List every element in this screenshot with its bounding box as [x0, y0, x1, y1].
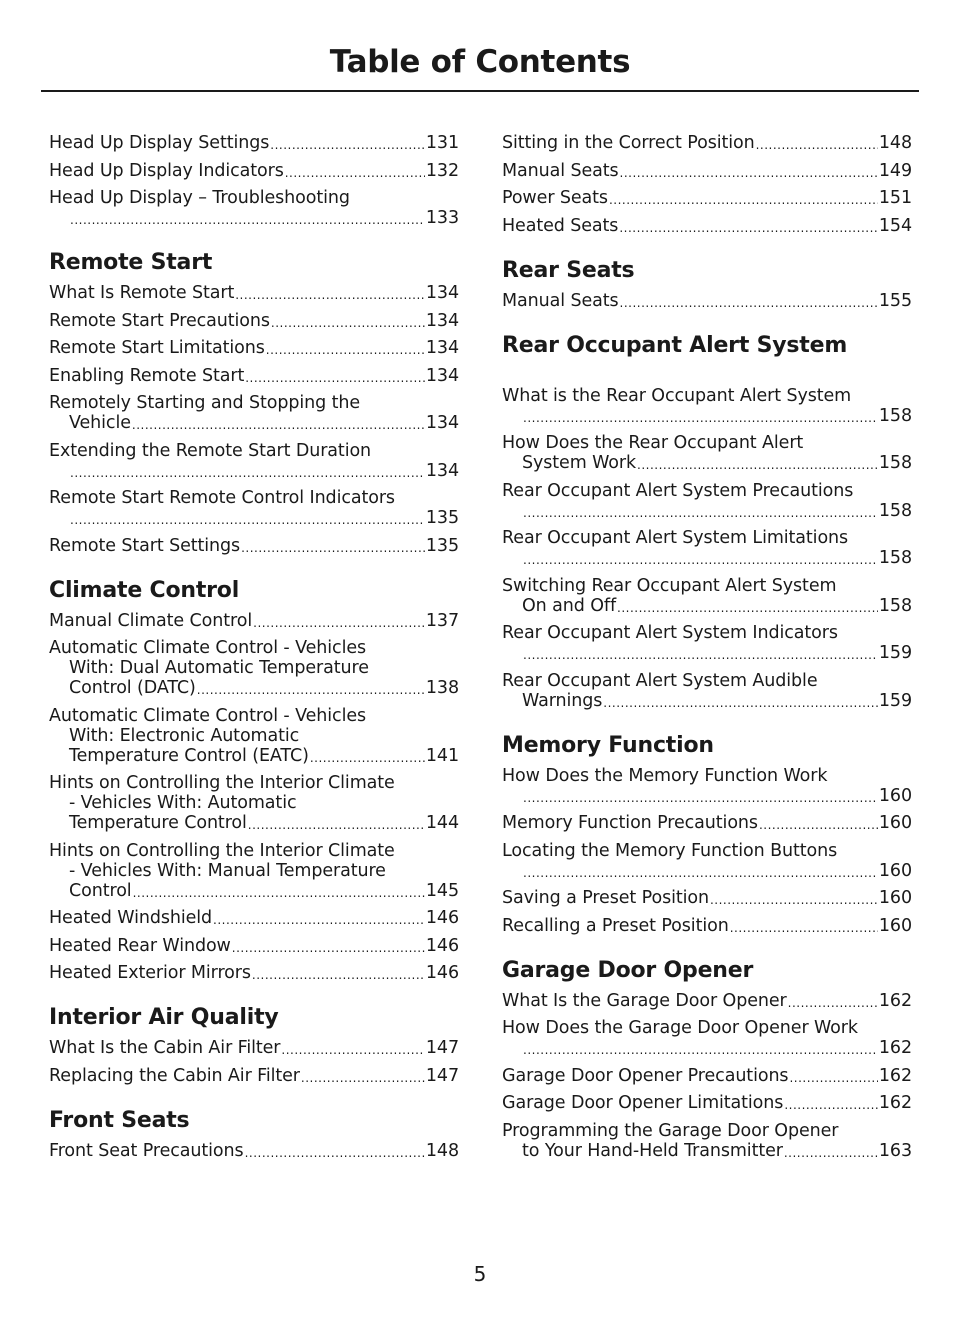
toc-entry-title: With: Dual Automatic Temperature: [69, 658, 369, 678]
toc-left-column: [49, 133, 459, 1168]
toc-entry-title: What Is the Cabin Air Filter: [49, 1038, 281, 1058]
toc-entry-page: 160: [878, 785, 912, 806]
dot-leader: [241, 540, 425, 556]
toc-entry-page: 149: [878, 160, 912, 181]
toc-entry-line: [49, 311, 459, 331]
dot-leader: [270, 137, 425, 153]
toc-entry[interactable]: [502, 841, 912, 881]
toc-entry-line: [502, 576, 912, 596]
toc-entry-page: 159: [878, 643, 912, 663]
toc-entry-title: System Work: [522, 453, 637, 473]
toc-entry-line: [502, 291, 912, 311]
toc-entry-title: Programming the Garage Door Opener: [502, 1120, 839, 1141]
toc-entry-line: [49, 658, 459, 678]
toc-entry[interactable]: [502, 1018, 912, 1058]
toc-entry-page: 162: [878, 1038, 912, 1058]
dot-leader: [70, 512, 425, 528]
title-divider: [41, 90, 919, 92]
toc-entry-line: [502, 813, 912, 833]
toc-entry-line: [49, 773, 459, 793]
dot-leader: [132, 417, 425, 433]
toc-entry-page: 133: [425, 208, 459, 228]
toc-entry[interactable]: [49, 841, 459, 901]
toc-entry-line: [49, 611, 459, 631]
toc-entry-line: [502, 1066, 912, 1086]
dot-leader: [759, 817, 878, 833]
toc-entry-page: 134: [425, 283, 459, 303]
section-heading-memory-function: Memory Function: [502, 732, 714, 758]
toc-entry-page: 134: [425, 413, 459, 433]
toc-entry-page: 160: [878, 888, 912, 908]
toc-entry[interactable]: [502, 188, 912, 208]
toc-entry-line: [49, 188, 459, 208]
toc-entry-title: Manual Climate Control: [49, 610, 253, 631]
toc-entry-page: 134: [425, 365, 459, 386]
toc-entry-title: Remote Start Limitations: [49, 338, 265, 358]
toc-entry-title: Heated Exterior Mirrors: [49, 963, 251, 983]
toc-entry-title: Hints on Controlling the Interior Climate: [49, 840, 395, 861]
toc-entry-title: Heated Rear Window: [49, 935, 231, 956]
toc-entry-title: Control: [69, 880, 132, 901]
dot-leader: [609, 192, 878, 208]
toc-entry-title: Replacing the Cabin Air Filter: [49, 1065, 300, 1086]
toc-entry-line: [502, 406, 912, 426]
toc-entry-line: [49, 793, 459, 813]
toc-entry[interactable]: [49, 366, 459, 386]
toc-entry-line: [502, 161, 912, 181]
toc-entry-title: Head Up Display Indicators: [49, 160, 284, 181]
toc-entry-line: [49, 508, 459, 528]
dot-leader: [756, 137, 878, 153]
toc-entry[interactable]: [49, 611, 459, 631]
toc-entry-title: Vehicle: [69, 413, 131, 433]
dot-leader: [730, 920, 878, 936]
toc-entry-page: 158: [878, 500, 912, 521]
toc-entry-line: [49, 133, 459, 153]
section-heading-garage-door-opener: Garage Door Opener: [502, 957, 754, 983]
toc-entry-page: 158: [878, 548, 912, 568]
toc-entry[interactable]: [49, 536, 459, 556]
dot-leader: [248, 817, 425, 833]
toc-entry-page: 147: [425, 1038, 459, 1058]
dot-leader: [213, 912, 425, 928]
toc-entry-page: 135: [425, 535, 459, 556]
toc-entry-line: [502, 841, 912, 861]
toc-entry-title: Saving a Preset Position: [502, 888, 709, 908]
toc-entry[interactable]: [502, 916, 912, 936]
page-title: Table of Contents: [329, 44, 631, 80]
toc-entry[interactable]: [49, 311, 459, 331]
toc-entry[interactable]: [502, 623, 912, 663]
toc-entry-line: [502, 1018, 912, 1038]
section-heading-front-seats: Front Seats: [49, 1107, 190, 1133]
toc-entry-title: Rear Occupant Alert System Precautions: [502, 480, 854, 501]
toc-entry-title: Recalling a Preset Position: [502, 915, 729, 936]
dot-leader: [253, 615, 425, 631]
dot-leader: [245, 1145, 425, 1161]
page-number: 5: [473, 1262, 487, 1286]
toc-entry-line: [502, 766, 912, 786]
toc-entry-title: Garage Door Opener Limitations: [502, 1093, 784, 1113]
dot-leader: [784, 1145, 878, 1161]
toc-entry-page: 135: [425, 508, 459, 528]
toc-entry-line: [49, 208, 459, 228]
toc-entry[interactable]: [49, 1038, 459, 1058]
toc-entry[interactable]: [49, 1066, 459, 1086]
dot-leader: [620, 295, 878, 311]
section-heading-climate-control: Climate Control: [49, 577, 240, 603]
toc-entry-line: [502, 188, 912, 208]
toc-entry-title: Temperature Control (EATC): [69, 745, 309, 766]
toc-entry-line: [502, 501, 912, 521]
toc-entry-page: 155: [878, 290, 912, 311]
toc-entry[interactable]: [502, 813, 912, 833]
toc-entry[interactable]: [49, 963, 459, 983]
toc-entry-line: [49, 283, 459, 303]
toc-entry[interactable]: [502, 1066, 912, 1086]
dot-leader: [70, 212, 425, 228]
toc-entry-line: [49, 746, 459, 766]
toc-entry-line: [49, 161, 459, 181]
toc-entry-title: Garage Door Opener Precautions: [502, 1065, 789, 1086]
toc-entry-title: Memory Function Precautions: [502, 813, 758, 833]
toc-entry-page: 162: [878, 990, 912, 1011]
toc-entry-line: [49, 963, 459, 983]
toc-entry-page: 146: [425, 908, 459, 928]
toc-entry[interactable]: [49, 1141, 459, 1161]
toc-entry-page: 163: [878, 1140, 912, 1161]
dot-leader: [281, 1042, 425, 1058]
toc-entry-title: Manual Seats: [502, 160, 619, 181]
toc-entry-line: [49, 638, 459, 658]
toc-entry-title: Power Seats: [502, 188, 608, 208]
toc-entry-title: Rear Occupant Alert System Limitations: [502, 528, 849, 548]
toc-entry-title: How Does the Garage Door Opener Work: [502, 1018, 858, 1038]
dot-leader: [310, 750, 425, 766]
toc-entry[interactable]: [502, 481, 912, 521]
toc-entry[interactable]: [502, 1121, 912, 1161]
toc-entry-title: Warnings: [522, 690, 603, 711]
dot-leader: [523, 552, 878, 568]
toc-entry-line: [502, 623, 912, 643]
toc-entry-line: [502, 1093, 912, 1113]
toc-entry-page: 162: [878, 1093, 912, 1113]
toc-entry[interactable]: [502, 671, 912, 711]
toc-entry-page: 134: [425, 310, 459, 331]
toc-entry-line: [49, 1066, 459, 1086]
toc-entry-line: [49, 393, 459, 413]
toc-entry-page: 137: [425, 610, 459, 631]
toc-entry-page: 160: [878, 813, 912, 833]
toc-entry-title: Manual Seats: [502, 290, 619, 311]
toc-entry-page: 146: [425, 963, 459, 983]
toc-entry-title: What Is the Garage Door Opener: [502, 990, 787, 1011]
toc-entry[interactable]: [502, 216, 912, 236]
toc-entry[interactable]: [49, 161, 459, 181]
toc-entry[interactable]: [502, 161, 912, 181]
toc-entry-page: 158: [878, 405, 912, 426]
toc-entry-line: [502, 433, 912, 453]
toc-entry-title: Remote Start Remote Control Indicators: [49, 488, 395, 508]
toc-entry-line: [49, 461, 459, 481]
toc-right-column: [502, 133, 912, 1168]
toc-entry-line: [49, 413, 459, 433]
toc-entry-page: 160: [878, 860, 912, 881]
toc-entry-line: [502, 916, 912, 936]
dot-leader: [603, 695, 878, 711]
dot-leader: [523, 647, 878, 663]
toc-entry-title: Remote Start Precautions: [49, 310, 270, 331]
dot-leader: [266, 342, 425, 358]
toc-entry-page: 151: [878, 188, 912, 208]
dot-leader: [232, 940, 425, 956]
toc-entry-title: Enabling Remote Start: [49, 365, 245, 386]
toc-entry-title: Sitting in the Correct Position: [502, 133, 755, 153]
toc-entry-line: [502, 888, 912, 908]
toc-entry-line: [502, 216, 912, 236]
dot-leader: [245, 370, 425, 386]
dot-leader: [252, 967, 425, 983]
toc-entry-page: 134: [425, 460, 459, 481]
toc-entry-title: Front Seat Precautions: [49, 1140, 244, 1161]
dot-leader: [637, 457, 878, 473]
dot-leader: [789, 1070, 877, 1086]
dot-leader: [619, 220, 878, 236]
toc-entry[interactable]: [49, 488, 459, 528]
toc-entry-title: Rear Occupant Alert System Indicators: [502, 623, 838, 643]
toc-entry-page: 159: [878, 690, 912, 711]
toc-entry[interactable]: [502, 888, 912, 908]
toc-entry-title: Hints on Controlling the Interior Climate: [49, 773, 395, 793]
toc-entry[interactable]: [49, 338, 459, 358]
toc-entry-line: [502, 1038, 912, 1058]
toc-entry[interactable]: [49, 936, 459, 956]
toc-entry-title: Temperature Control: [69, 813, 247, 833]
toc-entry-title: Rear Occupant Alert System Audible: [502, 670, 818, 691]
toc-entry[interactable]: [502, 528, 912, 568]
dot-leader: [197, 682, 425, 698]
toc-entry[interactable]: [502, 386, 912, 426]
toc-entry[interactable]: [49, 638, 459, 698]
toc-entry-line: [49, 936, 459, 956]
toc-entry-line: [49, 706, 459, 726]
toc-entry[interactable]: [502, 291, 912, 311]
toc-entry-page: 148: [425, 1140, 459, 1161]
toc-entry-line: [502, 671, 912, 691]
toc-entry-title: Control (DATC): [69, 678, 196, 698]
toc-entry-line: [49, 488, 459, 508]
dot-leader: [523, 505, 878, 521]
toc-entry-title: How Does the Memory Function Work: [502, 765, 828, 786]
toc-entry-title: How Does the Rear Occupant Alert: [502, 433, 804, 453]
toc-entry-line: [49, 881, 459, 901]
dot-leader: [788, 995, 878, 1011]
toc-entry-title: With: Electronic Automatic: [69, 725, 300, 746]
toc-entry-title: Switching Rear Occupant Alert System: [502, 575, 837, 596]
toc-entry-line: [49, 841, 459, 861]
toc-entry-line: [502, 786, 912, 806]
dot-leader: [235, 287, 425, 303]
toc-entry-line: [502, 481, 912, 501]
dot-leader: [271, 315, 425, 331]
dot-leader: [133, 885, 425, 901]
section-heading-interior-air-quality: Interior Air Quality: [49, 1005, 279, 1030]
toc-entry[interactable]: [49, 908, 459, 928]
toc-entry-line: [502, 596, 912, 616]
dot-leader: [523, 790, 878, 806]
toc-entry-page: 148: [878, 133, 912, 153]
toc-entry-title: - Vehicles With: Automatic: [69, 793, 297, 813]
toc-entry-line: [502, 133, 912, 153]
toc-entry-title: What Is Remote Start: [49, 283, 235, 303]
toc-entry[interactable]: [49, 133, 459, 153]
toc-entry[interactable]: [502, 576, 912, 616]
toc-entry[interactable]: [502, 433, 912, 473]
toc-entry-page: 146: [425, 935, 459, 956]
toc-entry-page: 131: [425, 133, 459, 153]
toc-entry-line: [502, 1141, 912, 1161]
toc-entry[interactable]: [49, 441, 459, 481]
toc-entry-title: Remote Start Settings: [49, 535, 241, 556]
toc-entry-line: [49, 1141, 459, 1161]
section-heading-rear-seats: Rear Seats: [502, 257, 635, 283]
dot-leader: [617, 600, 878, 616]
toc-entry[interactable]: [49, 773, 459, 833]
dot-leader: [710, 892, 878, 908]
dot-leader: [523, 865, 878, 881]
toc-entry[interactable]: [49, 283, 459, 303]
toc-entry-line: [502, 528, 912, 548]
toc-entry[interactable]: [502, 766, 912, 806]
toc-entry-line: [49, 908, 459, 928]
toc-entry-line: [502, 861, 912, 881]
toc-entry-line: [502, 991, 912, 1011]
toc-entry-page: 154: [878, 215, 912, 236]
dot-leader: [784, 1097, 878, 1113]
toc-entry-line: [49, 366, 459, 386]
toc-entry-page: 162: [878, 1065, 912, 1086]
toc-entry-title: On and Off: [522, 595, 617, 616]
toc-entry-line: [49, 726, 459, 746]
section-heading-rear-occupant-alert-system: Rear Occupant Alert System: [502, 332, 848, 358]
toc-entry-line: [49, 1038, 459, 1058]
toc-entry[interactable]: [502, 1093, 912, 1113]
toc-entry-line: [49, 813, 459, 833]
toc-entry-line: [502, 548, 912, 568]
toc-entry[interactable]: [49, 706, 459, 766]
toc-entry-page: 147: [425, 1065, 459, 1086]
toc-entry[interactable]: [49, 188, 459, 228]
dot-leader: [523, 1042, 878, 1058]
toc-entry-line: [49, 861, 459, 881]
toc-entry-line: [502, 1121, 912, 1141]
toc-entry-page: 145: [425, 880, 459, 901]
toc-entry-title: Automatic Climate Control - Vehicles: [49, 705, 367, 726]
section-heading-remote-start: Remote Start: [49, 250, 213, 275]
toc-entry-title: - Vehicles With: Manual Temperature: [69, 860, 386, 881]
toc-entry-title: Automatic Climate Control - Vehicles: [49, 638, 367, 658]
toc-entry-title: Extending the Remote Start Duration: [49, 440, 372, 461]
toc-entry-page: 144: [425, 813, 459, 833]
toc-entry-title: What is the Rear Occupant Alert System: [502, 385, 852, 406]
toc-entry-page: 160: [878, 915, 912, 936]
toc-entry[interactable]: [502, 991, 912, 1011]
toc-entry-title: Remotely Starting and Stopping the: [49, 393, 361, 413]
toc-entry-line: [49, 678, 459, 698]
toc-entry-line: [502, 691, 912, 711]
toc-entry-line: [49, 338, 459, 358]
toc-entry[interactable]: [49, 393, 459, 433]
toc-entry-page: 158: [878, 595, 912, 616]
toc-entry[interactable]: [502, 133, 912, 153]
dot-leader: [301, 1070, 425, 1086]
toc-entry-title: to Your Hand-Held Transmitter: [522, 1140, 783, 1161]
toc-entry-page: 158: [878, 453, 912, 473]
toc-entry-title: Head Up Display Settings: [49, 133, 270, 153]
toc-entry-page: 138: [425, 678, 459, 698]
toc-entry-page: 141: [425, 745, 459, 766]
toc-entry-page: 134: [425, 338, 459, 358]
toc-entry-page: 132: [425, 160, 459, 181]
dot-leader: [70, 465, 425, 481]
toc-entry-line: [502, 643, 912, 663]
toc-entry-title: Head Up Display – Troubleshooting: [49, 188, 350, 208]
dot-leader: [285, 165, 425, 181]
toc-entry-line: [49, 441, 459, 461]
toc-entry-line: [502, 386, 912, 406]
dot-leader: [620, 165, 878, 181]
toc-entry-line: [502, 453, 912, 473]
toc-entry-title: Locating the Memory Function Buttons: [502, 840, 838, 861]
toc-entry-line: [49, 536, 459, 556]
dot-leader: [523, 410, 878, 426]
toc-entry-title: Heated Windshield: [49, 908, 213, 928]
toc-entry-title: Heated Seats: [502, 215, 619, 236]
